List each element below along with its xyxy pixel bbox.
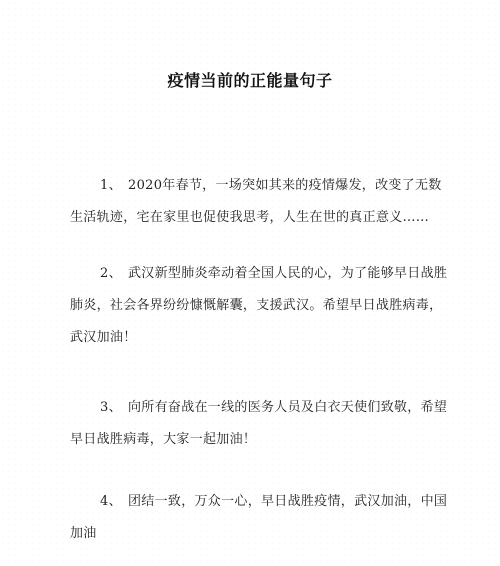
paragraph-line: 武汉加油！: [70, 330, 137, 345]
page-title: 疫情当前的正能量句子: [167, 71, 333, 90]
paragraph-1: [70, 170, 442, 234]
paragraph-text: 2020年春节，一场突如其来的疫情爆发，改变了无数: [128, 178, 442, 193]
paragraph-number: 1、: [100, 178, 122, 193]
paragraph-2: [70, 258, 448, 354]
paragraph-text: 武汉新型肺炎牵动着全国人民的心，为了能够早日战胜: [128, 266, 448, 281]
paragraph-number: 3、: [100, 400, 122, 415]
paragraph-line: 加油: [70, 526, 97, 541]
paragraph-line: [100, 258, 448, 290]
paragraph-line: [100, 486, 448, 518]
paragraph-line: 早日战胜病毒，大家一起加油！: [70, 432, 257, 447]
paragraph-text: 团结一致，万众一心，早日战胜疫情，武汉加油，中国: [128, 494, 448, 509]
paragraph-text: 向所有奋战在一线的医务人员及白衣天使们致敬，希望: [128, 400, 448, 415]
paragraph-3: [70, 392, 448, 456]
paragraph-line: 肺炎，社会各界纷纷慷慨解囊，支援武汉。希望早日战胜病毒，: [70, 298, 443, 313]
paragraph-4: [70, 486, 448, 550]
paragraph-line: [100, 392, 448, 424]
paragraph-number: 2、: [100, 266, 122, 281]
paragraph-number: 4、: [100, 494, 122, 509]
paragraph-line: [100, 170, 440, 202]
paragraph-line: 生活轨迹，宅在家里也促使我思考，人生在世的真正意义……: [70, 210, 430, 225]
